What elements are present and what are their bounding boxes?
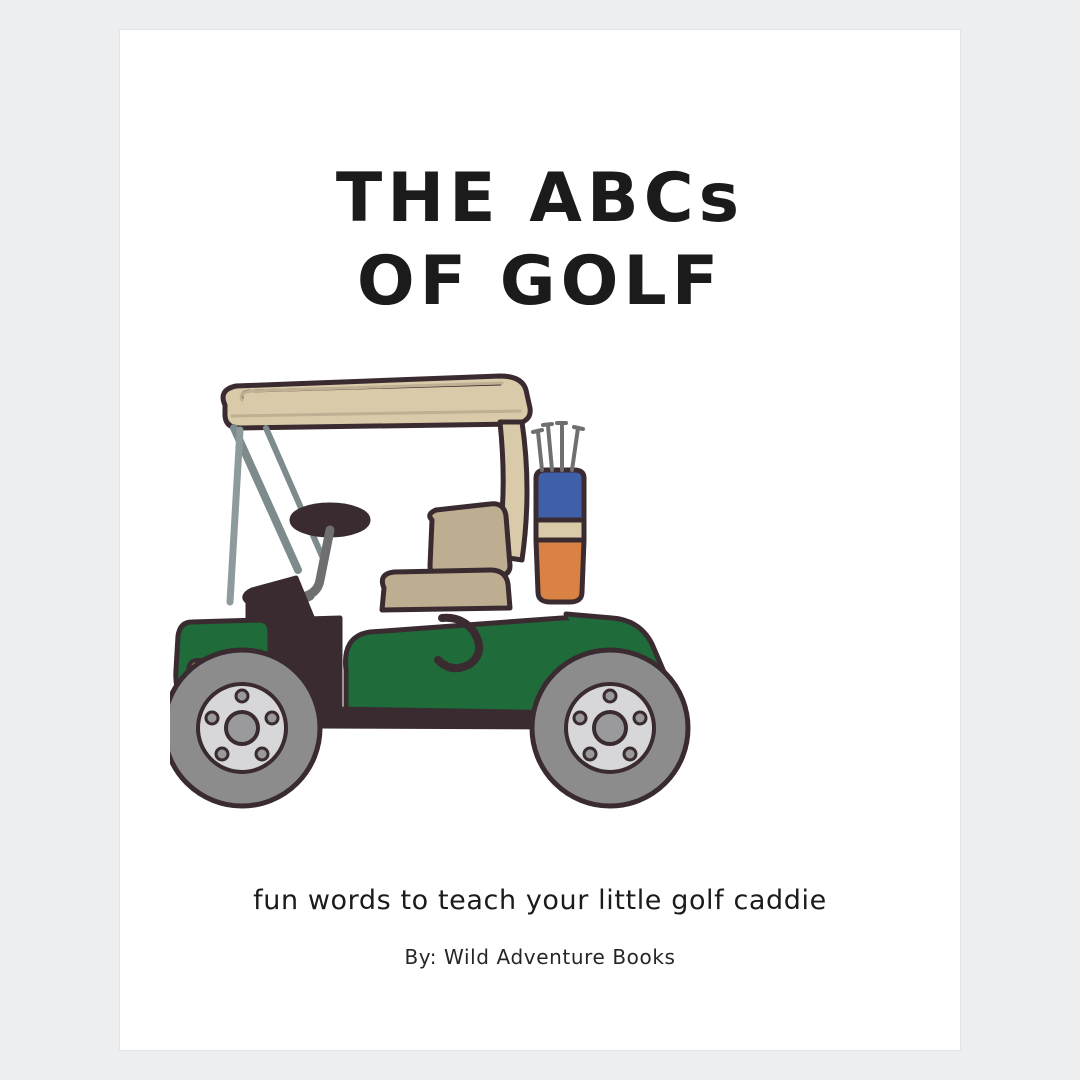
rear-wheel xyxy=(532,650,688,806)
golf-cart-illustration xyxy=(170,370,910,840)
cart-seat xyxy=(382,504,510,610)
cart-roof xyxy=(223,376,530,428)
cover-byline: By: Wild Adventure Books xyxy=(404,945,676,969)
cover-subtitle: fun words to teach your little golf caddie xyxy=(253,885,827,916)
page-title xyxy=(120,158,960,324)
title-line-1: THE ABCs xyxy=(335,159,745,238)
book-cover xyxy=(120,30,960,1050)
title-line-2: OF GOLF xyxy=(356,241,724,321)
golf-bag xyxy=(533,423,584,602)
front-wheel xyxy=(170,650,320,806)
